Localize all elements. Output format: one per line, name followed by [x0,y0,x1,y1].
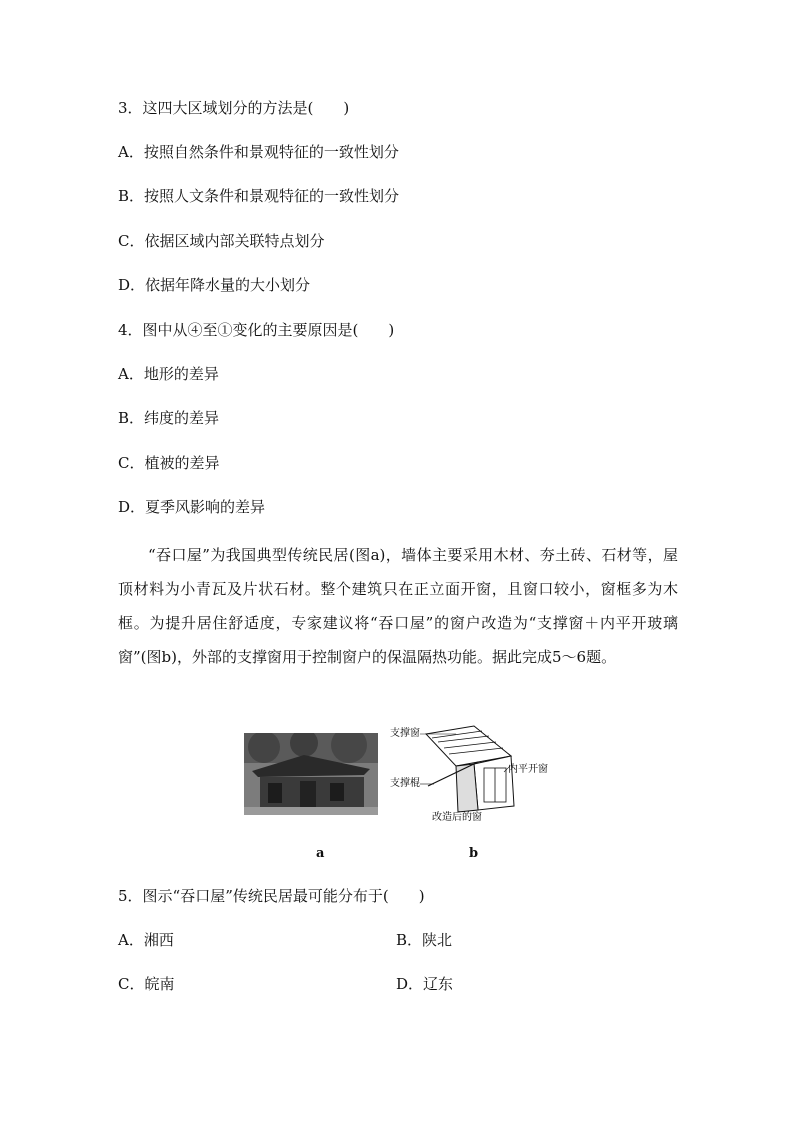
question-4-option-d: D．夏季风影响的差异 [118,498,266,516]
question-5-stem: 5．图示“吞口屋”传统民居最可能分布于( ) [118,887,425,905]
question-4-option-b: B．纬度的差异 [118,409,220,427]
question-4-option-a: A．地形的差异 [118,365,219,383]
figure-a-label: a [316,846,325,861]
question-4-stem: 4．图中从④至①变化的主要原因是( ) [118,321,395,339]
label-diagram-caption: 改造后的窗 [432,812,482,823]
passage-paragraph: “吞口屋”为我国典型传统民居(图a)，墙体主要采用木材、夯土砖、石材等，屋顶材料为小青瓦及片状石材。整个建筑只在正立面开窗，且窗口较小，窗框多为木框。为提升居住舒适度，专家建议将“吞口屋”的窗户改造为“支撑窗＋内平开玻璃窗”(图b)，外部的支撑窗用于控制窗户的保温隔热功能。据此完成5～6题。 [118,546,678,666]
figure-b-window-diagram [386,724,551,824]
question-5-option-a: A．湘西 [118,931,174,949]
house-photo-illustration [244,733,378,815]
label-support-rod: 支撑棍 [390,778,420,789]
question-3-option-d: D．依据年降水量的大小划分 [118,276,311,294]
label-support-window: 支撑窗 [390,728,420,739]
question-4-option-c: C．植被的差异 [118,454,220,472]
question-5-option-c: C．皖南 [118,975,175,993]
question-3-option-a: A．按照自然条件和景观特征的一致性划分 [118,143,399,161]
question-5-option-d: D．辽东 [396,975,454,993]
label-inner-window: 内平开窗 [508,764,548,775]
question-3-option-c: C．依据区域内部关联特点划分 [118,232,325,250]
question-5-option-b: B．陕北 [396,931,453,949]
question-3-option-b: B．按照人文条件和景观特征的一致性划分 [118,187,400,205]
figure-a-house-photo [244,733,378,815]
question-3-stem: 3．这四大区域划分的方法是( ) [118,99,350,117]
window-diagram-drawing [386,724,551,824]
figure-b-label: b [469,846,479,861]
